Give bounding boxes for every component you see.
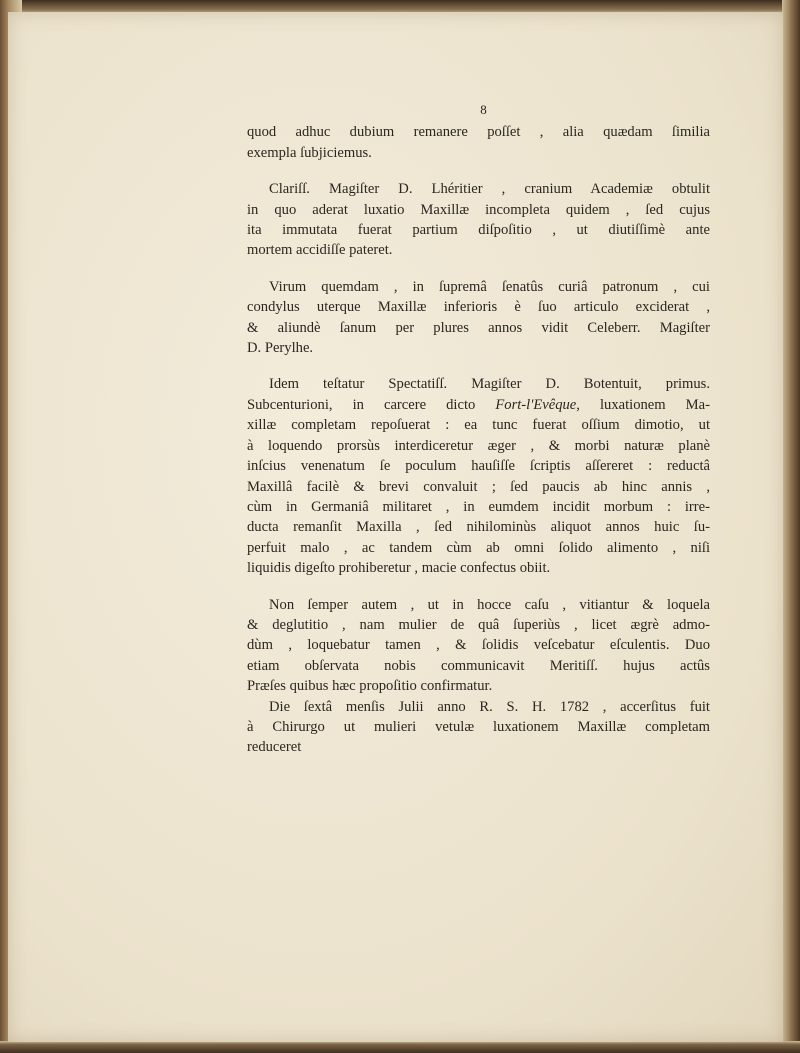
text-line: inſcius venenatum ſe poculum hauſiſſe ſcriptis aſſereret : reductâ [247,458,710,475]
page-edge-right [782,0,800,1053]
text-line: Die ſextâ menſis Julii anno R. S. H. 1782 , accerſitus fuit [269,698,710,715]
text-line: quod adhuc dubium remanere poſſet , alia quædam ſimilia [247,124,710,141]
text-line: à Chirurgo ut mulieri vetulæ luxationem Maxillæ completam [247,718,710,735]
text-line: dùm , loquebatur tamen , & ſolidis veſcebatur eſculentis. Duo [247,637,710,654]
paragraph-4 [247,374,710,578]
text-line: Maxillâ facilè & brevi convaluit ; ſed paucis ab hinc annis , [247,478,710,495]
text-line: Clariſſ. Magiſter D. Lhéritier , cranium Academiæ obtulit [269,181,710,198]
catchword: reduceret [247,739,302,756]
text-line: etiam obſervata nobis communicavit Meritiſſ. hujus actûs [247,657,710,674]
italic-place-name: Fort-l'Evêque [495,396,577,413]
text-line: à loquendo prorsùs interdiceretur æger , & morbi naturæ planè [247,437,710,454]
text-line: Idem teſtatur Spectatiſſ. Magiſter D. Botentuit, primus. [269,376,710,393]
text-line: & deglutitio , nam mulier de quâ ſuperiùs , licet ægrè admo- [247,616,710,633]
text-line: in quo aderat luxatio Maxillæ incompleta quidem , ſed cujus [247,201,710,218]
paragraph-1 [247,122,710,163]
paragraph-6 [247,697,710,758]
paragraph-5 [247,595,710,697]
text-line: Virum quemdam , in ſupremâ ſenatûs curiâ patronum , cui [269,278,710,295]
text-line: D. Perylhe. [247,340,314,357]
text-line: mortem accidiſſe pateret. [247,242,393,259]
paragraph-2 [247,179,710,261]
text-line: condylus uterque Maxillæ inferioris è ſuo articulo exciderat , [247,299,710,316]
text-line: Non ſemper autem , ut in hocce caſu , vitiantur & loquela [269,596,710,613]
text-line: liquidis digeſto prohiberetur , macie confectus obiit. [247,560,551,577]
text-line: perfuit malo , ac tandem cùm ab omni ſolido alimento , niſi [247,539,710,556]
text-line [247,395,710,415]
text-line: Præſes quibus hæc propoſitio confirmatur. [247,678,493,695]
text-line: cùm in Germaniâ militaret , in eumdem incidit morbum : irre- [247,498,710,515]
page-edge-bottom [0,1041,800,1053]
text-line: ducta remanſit Maxilla , ſed nihilominùs aliquot annos huic ſu- [247,519,710,536]
page-text [247,100,710,758]
text-line: exempla ſubjiciemus. [247,144,372,161]
paragraph-3 [247,277,710,359]
text-line: & aliundè ſanum per plures annos vidit Celeberr. Magiſter [247,319,710,336]
text-line-part: Subcenturioni, in carcere dicto Fort-l'Evêque, luxationem Ma- [247,396,710,413]
page-number: 8 [480,102,487,117]
text-line: ita immutata fuerat partium diſpoſitio , ut diutiſſimè ante [247,222,710,239]
text-line: xillæ completam repoſuerat : ea tunc fuerat oſſium dimotio, ut [247,417,710,434]
